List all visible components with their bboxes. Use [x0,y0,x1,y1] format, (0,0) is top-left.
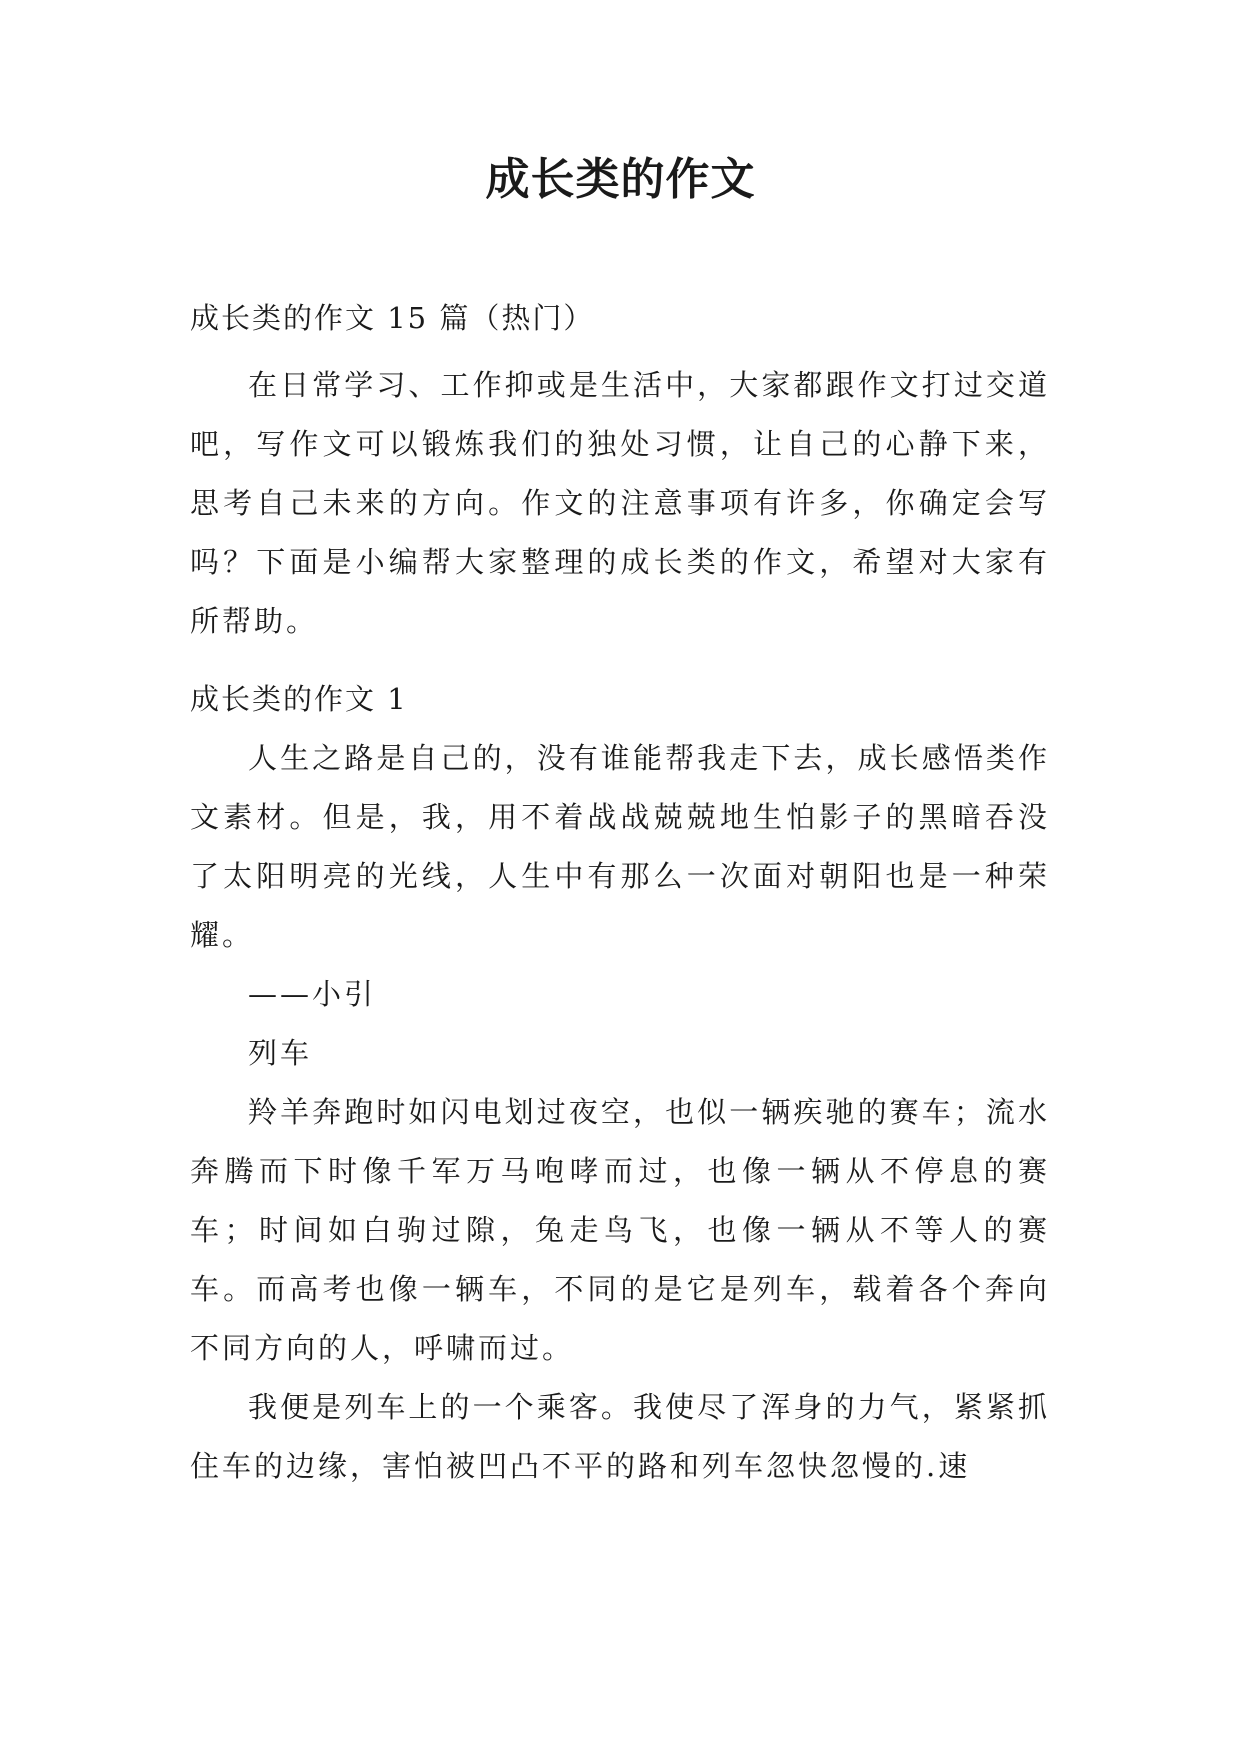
intro-paragraph: 在日常学习、工作抑或是生活中，大家都跟作文打过交道吧，写作文可以锻炼我们的独处习惯，让自己的心静下来，思考自己未来的方向。作文的注意事项有许多，你确定会写吗？下面是小编帮大家整理的成长类的作文，希望对大家有所帮助。 [190,368,1050,638]
essay-1-paragraph-1: 人生之路是自己的，没有谁能帮我走下去，成长感悟类作文素材。但是，我，用不着战战兢兢地生怕影子的黑暗吞没了太阳明亮的光线，人生中有那么一次面对朝阳也是一种荣耀。 [190,741,1050,952]
intro-section [190,356,1050,651]
essay-1-heading: 成长类的作文 1 [190,682,408,716]
document-subtitle: 成长类的作文 15 篇（热门） [190,301,595,335]
essay-1-byline: ——小引 [248,977,377,1011]
essay-1-paragraph-3: 我便是列车上的一个乘客。我使尽了浑身的力气，紧紧抓住车的边缘，害怕被凹凸不平的路和列车忽快忽慢的.速 [190,1390,1050,1483]
essay-1-paragraph-2: 羚羊奔跑时如闪电划过夜空，也似一辆疾驰的赛车；流水奔腾而下时像千军万马咆哮而过，也像一辆从不停息的赛车；时间如白驹过隙，兔走鸟飞，也像一辆从不等人的赛车。而高考也像一辆车，不同的是它是列车，载着各个奔向不同方向的人，呼啸而过。 [190,1095,1050,1365]
essay-1-section-title: 列车 [248,1036,313,1070]
document-title: 成长类的作文 [485,154,756,205]
essay-1-section [190,670,1050,1496]
